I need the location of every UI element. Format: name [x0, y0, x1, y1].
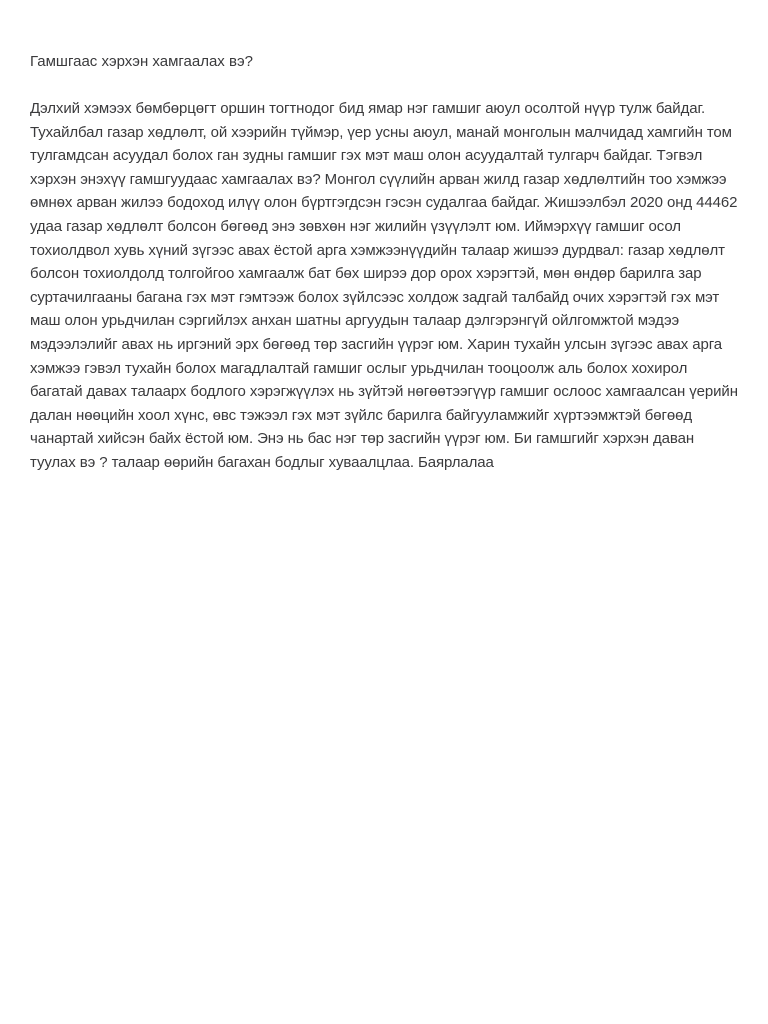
note-body[interactable]: Дэлхий хэмээх бөмбөрцөгт оршин тогтнодог бид ямар нэг гамшиг аюул осолтой нүүр тулж байдаг. Тухайлбал газар хөдлөлт, ой хээрийн түймэр, үер усны аюул, манай монголын малчидад хамгийн том тулгамдсан асуудал болох ган зудны гамшиг гэх мэт маш олон асуудалтай тулгарч байдаг. Тэгвэл хэрхэн энэхүү гамшгуудаас хамгаалах вэ? Монгол сүүлийн арван жилд газар хөдлөлтийн тоо хэмжээ өмнөх арван жилээ бодоход илүү олон бүртгэгдсэн гэсэн судалгаа байдаг. Жишээлбэл 2020 онд 44462 удаа газар хөдлөлт болсон бөгөөд энэ зөвхөн нэг жилийн үзүүлэлт юм. Иймэрхүү гамшиг осол тохиолдвол хувь хүний зүгээс авах ёстой арга хэмжээнүүдийн талаар жишээ дурдвал: газар хөдлөлт болсон тохиолдолд толгойгоо хамгаалж бат бөх ширээ дор орох хэрэгтэй, мөн өндөр барилга зар суртачилгааны багана гэх мэт гэмтээж болох зүйлсээс холдож задгай талбайд очих хэрэгтэй гэх мэт маш олон урьдчилан сэргийлэх анхан шатны аргуудын талаар дэлгэрэнгүй ойлгомжтой мэдээ мэдээлэлийг авах нь иргэний эрх бөгөөд төр засгийн үүрэг юм. Харин тухайн улсын зүгээс авах арга хэмжээ гэвэл тухайн болох магадлалтай гамшиг ослыг урьдчилан тооцоолж аль болох хохирол багатай давах талаарх бодлого хэрэгжүүлэх нь зүйтэй нөгөөтээгүүр гамшиг ослоос хамгаалсан үерийн далан нөөцийн хоол хүнс, өвс тэжээл гэх мэт зүйлс барилга байгууламжийг хүртээмжтэй бөгөөд чанартай хийсэн байх ёстой юм. Энэ нь бас нэг төр засгийн үүрэг юм. Би гамшгийг хэрхэн даван туулах вэ ? талаар өөрийн багахан бодлыг хуваалцлаа. Баярлалаа [30, 100, 738, 471]
note-content[interactable] [30, 50, 738, 475]
note-title[interactable]: Гамшгаас хэрхэн хамгаалах вэ? [30, 53, 253, 70]
